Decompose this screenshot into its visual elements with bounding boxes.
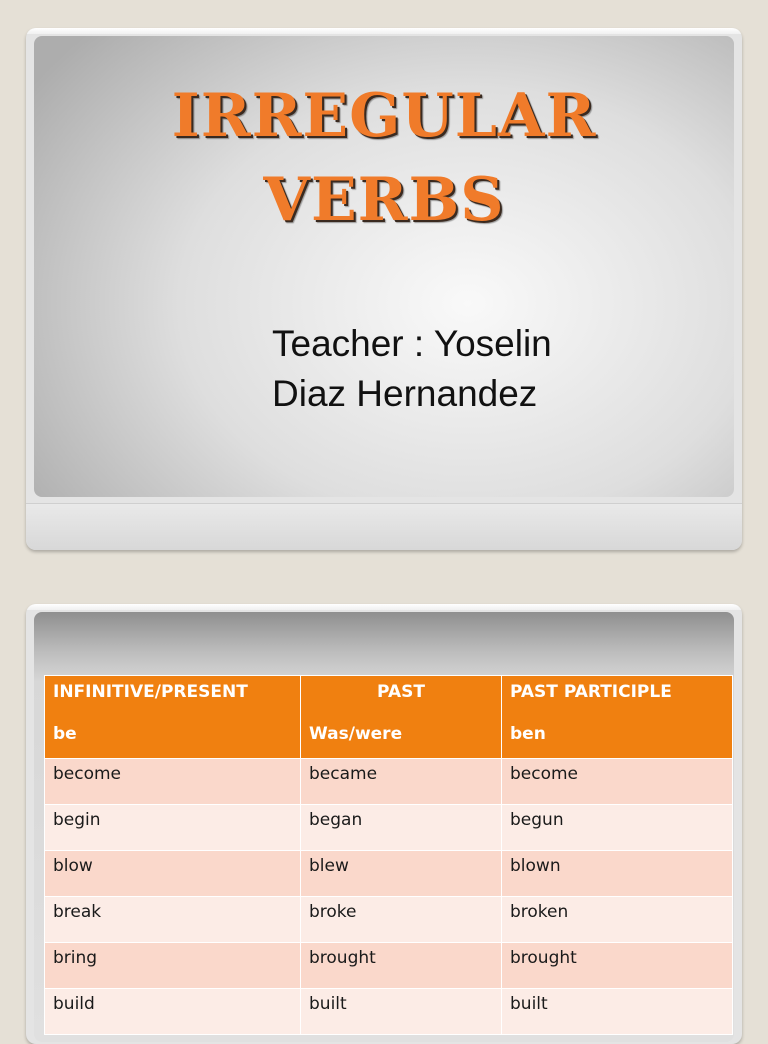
first-row-past-participle: ben [510, 724, 546, 744]
title-slide [26, 28, 742, 550]
table-row [45, 851, 733, 897]
table-slide [26, 604, 742, 1044]
title-line-1: IRREGULAR [171, 81, 597, 151]
cell-infinitive: blow [45, 851, 301, 897]
cell-past-participle: begun [502, 805, 733, 851]
first-row-infinitive: be [53, 724, 77, 744]
slide-title [34, 74, 734, 242]
header-infinitive [45, 676, 301, 759]
table-row [45, 805, 733, 851]
header-infinitive-label: INFINITIVE/PRESENT [53, 682, 248, 702]
cell-past-participle: become [502, 759, 733, 805]
cell-infinitive: become [45, 759, 301, 805]
cell-past: became [301, 759, 502, 805]
header-past-label: PAST [377, 682, 425, 702]
cell-past-participle: blown [502, 851, 733, 897]
header-past [301, 676, 502, 759]
header-past-participle [502, 676, 733, 759]
cell-past-participle: broken [502, 897, 733, 943]
cell-past-participle: built [502, 989, 733, 1035]
table-row [45, 989, 733, 1035]
cell-infinitive: begin [45, 805, 301, 851]
cell-past: blew [301, 851, 502, 897]
cell-infinitive: break [45, 897, 301, 943]
cell-infinitive: bring [45, 943, 301, 989]
slide-footer-band [26, 503, 742, 550]
table-row [45, 897, 733, 943]
title-slide-panel [34, 36, 734, 497]
cell-past: built [301, 989, 502, 1035]
title-line-2: VERBS [263, 165, 505, 235]
irregular-verbs-table [44, 675, 733, 1035]
subtitle-line-1: Teacher : Yoselin [272, 323, 552, 364]
subtitle-line-2: Diaz Hernandez [272, 373, 538, 414]
cell-infinitive: build [45, 989, 301, 1035]
cell-past: began [301, 805, 502, 851]
cell-past-participle: brought [502, 943, 733, 989]
table-row [45, 759, 733, 805]
header-past-participle-label: PAST PARTICIPLE [510, 682, 672, 702]
table-row [45, 943, 733, 989]
first-row-past: Was/were [309, 724, 403, 744]
table-header-row [45, 676, 733, 759]
cell-past: broke [301, 897, 502, 943]
slide-subtitle [272, 319, 552, 419]
cell-past: brought [301, 943, 502, 989]
